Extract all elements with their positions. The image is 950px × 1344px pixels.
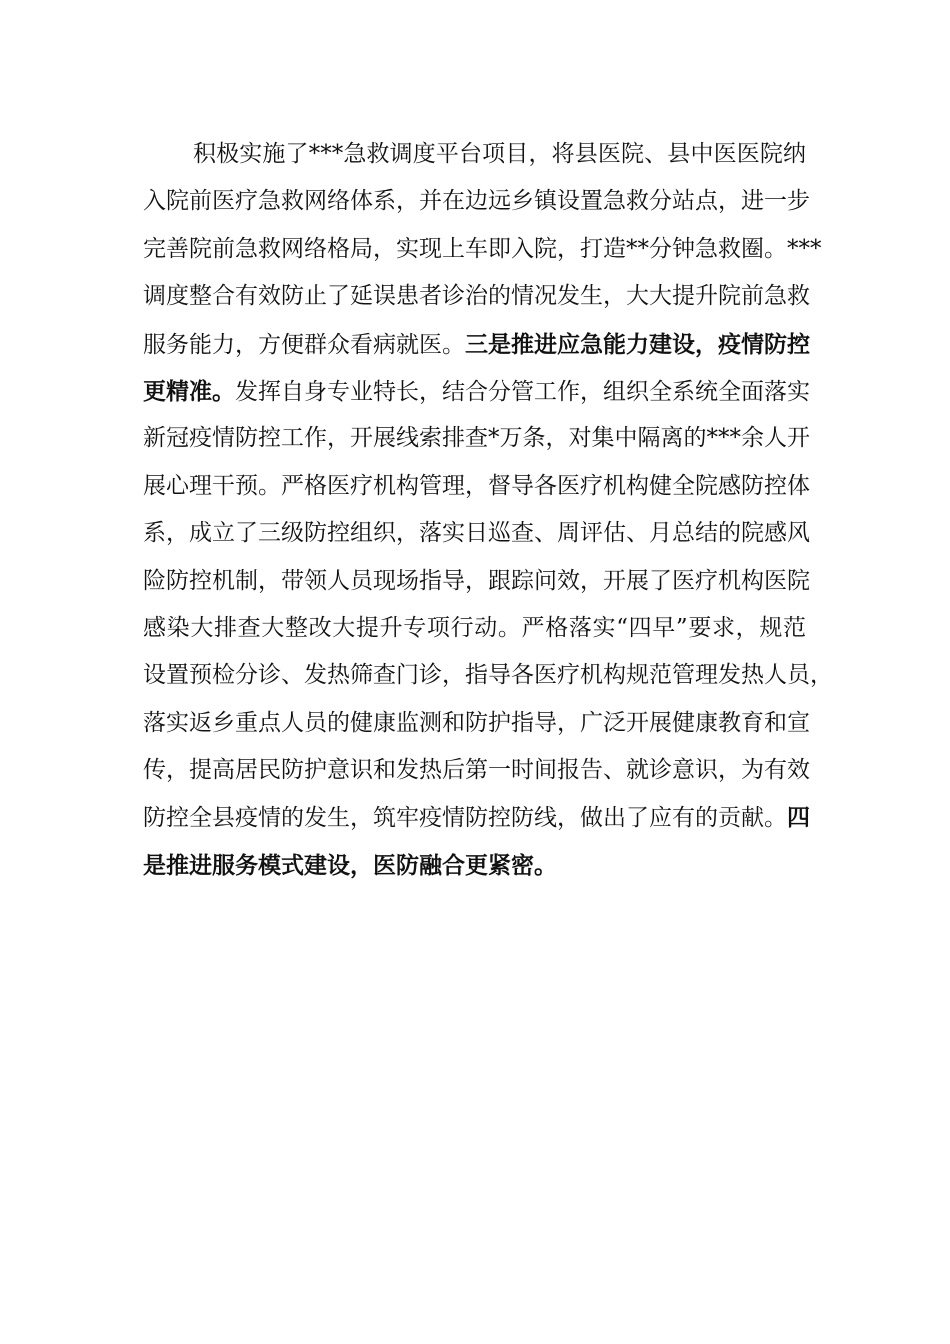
- bold-heading-text: 更精准。: [143, 377, 235, 405]
- body-text: 发挥自身专业特长，结合分管工作，组织全系统全面落实: [235, 378, 810, 405]
- body-text: 服务能力，方便群众看病就医。: [143, 331, 465, 358]
- paragraph-line: [143, 700, 810, 747]
- body-text: 调度整合有效防止了延误患者诊治的情况发生，大大提升院前急救: [143, 283, 810, 310]
- paragraph-line: [143, 131, 806, 178]
- paragraph-line: [143, 273, 810, 320]
- body-text: 防控全县疫情的发生，筑牢疫情防控防线，做出了应有的贡献。: [143, 805, 787, 832]
- body-text: 感染大排查大整改大提升专项行动。严格落实“四早”要求，规范: [143, 614, 806, 641]
- paragraph-line: [143, 605, 806, 652]
- paragraph-line: [143, 178, 810, 225]
- body-text: 积极实施了***急救调度平台项目，将县医院、县中医医院纳: [193, 141, 806, 167]
- body-text: 展心理干预。严格医疗机构管理，督导各医疗机构健全院感防控体: [143, 472, 810, 499]
- bold-heading-text: 三是推进应急能力建设，疫情防控: [465, 330, 810, 358]
- paragraph-line: [143, 368, 810, 415]
- paragraph-line: [143, 558, 810, 605]
- paragraph-line: [143, 747, 810, 794]
- paragraph-line: [143, 226, 822, 273]
- body-text: 新冠疫情防控工作，开展线索排查*万条，对集中隔离的***余人开: [143, 425, 810, 452]
- body-text: 险防控机制，带领人员现场指导，跟踪问效，开展了医疗机构医院: [143, 567, 810, 594]
- paragraph-line: [143, 652, 833, 699]
- body-text: 完善院前急救网络格局，实现上车即入院，打造**分钟急救圈。***: [143, 235, 822, 262]
- bold-heading-text: 是推进服务模式建设，医防融合更紧密。: [143, 851, 557, 879]
- body-text: 系，成立了三级防控组织，落实日巡查、周评估、月总结的院感风: [143, 520, 810, 547]
- paragraph-line: [143, 415, 810, 462]
- paragraph-line: [143, 842, 806, 889]
- paragraph-line: [143, 463, 810, 510]
- body-text: 传，提高居民防护意识和发热后第一时间报告、就诊意识，为有效: [143, 757, 810, 784]
- body-text: 设置预检分诊、发热筛查门诊，指导各医疗机构规范管理发热人员，: [143, 662, 833, 689]
- paragraph-line: [143, 794, 810, 841]
- body-text: 落实返乡重点人员的健康监测和防护指导，广泛开展健康教育和宣: [143, 709, 810, 736]
- paragraph-line: [143, 510, 810, 557]
- bold-heading-text: 四: [787, 804, 810, 832]
- document-page: [143, 131, 833, 889]
- paragraph-line: [143, 321, 810, 368]
- body-text: 入院前医疗急救网络体系，并在边远乡镇设置急救分站点，进一步: [143, 188, 810, 215]
